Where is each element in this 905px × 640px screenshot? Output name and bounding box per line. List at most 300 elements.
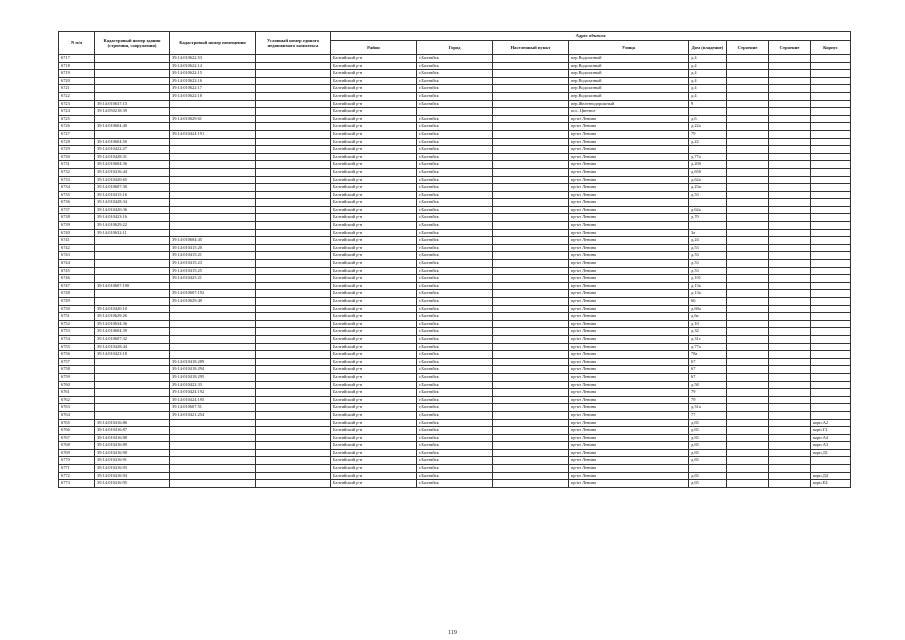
cell-korpus — [811, 138, 851, 146]
cell-district: Балтийский р-н — [331, 328, 417, 336]
cell-n: 6743 — [59, 252, 95, 260]
cell-structure — [769, 449, 811, 457]
cell-cad-room: 39:14:010622:14 — [170, 62, 256, 70]
cell-settlement — [493, 176, 569, 184]
cell-city: г.Балтийск — [417, 411, 493, 419]
cell-building — [727, 146, 769, 154]
cell-city: г.Балтийск — [417, 206, 493, 214]
cell-house: д.77а — [689, 343, 727, 351]
cell-cond-number — [256, 191, 331, 199]
cell-street: пр-кт Ленина — [569, 282, 689, 290]
cell-house: 79 — [689, 396, 727, 404]
cell-city: г.Балтийск — [417, 449, 493, 457]
cell-street: пр-кт Ленина — [569, 290, 689, 298]
cell-district: Балтийский р-н — [331, 465, 417, 473]
cell-settlement — [493, 434, 569, 442]
cell-n: 6764 — [59, 411, 95, 419]
cell-korpus — [811, 62, 851, 70]
cell-cond-number — [256, 229, 331, 237]
cell-building — [727, 449, 769, 457]
cell-city: г.Балтийск — [417, 184, 493, 192]
cell-district: Балтийский р-н — [331, 404, 417, 412]
cell-cad-building: 39:14:010607:190 — [95, 282, 170, 290]
cell-city: г.Балтийск — [417, 396, 493, 404]
cell-building — [727, 62, 769, 70]
cell-house: д.65б — [689, 168, 727, 176]
cell-street: пр-кт Ленина — [569, 115, 689, 123]
cell-house: д.10 — [689, 320, 727, 328]
cell-cad-building — [95, 55, 170, 63]
cell-cond-number — [256, 100, 331, 108]
cell-cad-building: 39:14:010604:40 — [95, 123, 170, 131]
cell-n: 6767 — [59, 434, 95, 442]
header-house: Дом (владение) — [689, 41, 727, 55]
table-row — [59, 434, 851, 442]
cell-n: 6718 — [59, 62, 95, 70]
cell-district: Балтийский р-н — [331, 199, 417, 207]
cell-structure — [769, 366, 811, 374]
cell-structure — [769, 290, 811, 298]
cell-building — [727, 373, 769, 381]
cell-cad-room: 39:14:010415:25 — [170, 267, 256, 275]
cell-settlement — [493, 411, 569, 419]
cell-structure — [769, 396, 811, 404]
cell-structure — [769, 465, 811, 473]
cell-settlement — [493, 480, 569, 488]
cell-structure — [769, 153, 811, 161]
cell-district: Балтийский р-н — [331, 305, 417, 313]
cell-building — [727, 480, 769, 488]
header-settlement: Населенный пункт — [493, 41, 569, 55]
cell-cad-room — [170, 161, 256, 169]
table-row — [59, 176, 851, 184]
cell-cad-building: 39:14:010423:18 — [95, 351, 170, 359]
cell-building — [727, 328, 769, 336]
cell-korpus — [811, 153, 851, 161]
cell-district: Балтийский р-н — [331, 100, 417, 108]
cell-building — [727, 366, 769, 374]
cell-cad-room — [170, 214, 256, 222]
cell-settlement — [493, 229, 569, 237]
cell-n: 6736 — [59, 199, 95, 207]
table-row — [59, 206, 851, 214]
cell-cad-room: 39:14:010415:23 — [170, 260, 256, 268]
cell-korpus — [811, 191, 851, 199]
table-row — [59, 108, 851, 116]
cell-building — [727, 472, 769, 480]
cell-building — [727, 298, 769, 306]
cell-cad-building — [95, 358, 170, 366]
cell-district: Балтийский р-н — [331, 290, 417, 298]
cell-house: д.32 — [689, 328, 727, 336]
cell-n: 6744 — [59, 260, 95, 268]
cell-n: 6747 — [59, 282, 95, 290]
cell-structure — [769, 92, 811, 100]
cell-city: г.Балтийск — [417, 282, 493, 290]
cell-district: Балтийский р-н — [331, 351, 417, 359]
cell-korpus: корп.Д1 — [811, 449, 851, 457]
cell-korpus — [811, 222, 851, 230]
cell-settlement — [493, 366, 569, 374]
cell-n: 6737 — [59, 206, 95, 214]
cell-cond-number — [256, 161, 331, 169]
cell-cad-building: 39:14:010428:31 — [95, 153, 170, 161]
cell-cad-building — [95, 92, 170, 100]
cell-house — [689, 199, 727, 207]
table-row — [59, 214, 851, 222]
cell-street: пр-кт Ленина — [569, 130, 689, 138]
cell-korpus: корп.А2 — [811, 419, 851, 427]
table-row — [59, 389, 851, 397]
cell-city: г.Балтийск — [417, 55, 493, 63]
cell-korpus — [811, 457, 851, 465]
cell-n: 6738 — [59, 214, 95, 222]
cell-city: г.Балтийск — [417, 275, 493, 283]
cell-cad-room — [170, 229, 256, 237]
cell-structure — [769, 199, 811, 207]
cell-cond-number — [256, 184, 331, 192]
cell-korpus — [811, 206, 851, 214]
cell-building — [727, 305, 769, 313]
table-row — [59, 85, 851, 93]
cell-cond-number — [256, 153, 331, 161]
cell-city: г.Балтийск — [417, 153, 493, 161]
cell-house: д.24 — [689, 237, 727, 245]
cell-korpus — [811, 199, 851, 207]
cell-house: д.6а — [689, 313, 727, 321]
cell-cad-room: 39:14:010622:18 — [170, 92, 256, 100]
cell-structure — [769, 351, 811, 359]
cell-city: г.Балтийск — [417, 419, 493, 427]
cell-building — [727, 138, 769, 146]
table-row — [59, 191, 851, 199]
table-row — [59, 449, 851, 457]
cell-street: пр-кт Ленина — [569, 396, 689, 404]
cell-building — [727, 199, 769, 207]
cell-district: Балтийский р-н — [331, 358, 417, 366]
cell-city: г.Балтийск — [417, 70, 493, 78]
cell-cad-room — [170, 427, 256, 435]
cell-city: г.Балтийск — [417, 404, 493, 412]
cell-cond-number — [256, 305, 331, 313]
cell-cond-number — [256, 313, 331, 321]
cell-cad-building: 39:14:010632:11 — [95, 229, 170, 237]
cell-n: 6757 — [59, 358, 95, 366]
cell-district: Балтийский р-н — [331, 176, 417, 184]
cell-korpus: корп.Е4 — [811, 480, 851, 488]
cell-street: пр-кт Ленина — [569, 252, 689, 260]
cell-house: д.6 — [689, 115, 727, 123]
cell-cond-number — [256, 267, 331, 275]
cell-structure — [769, 457, 811, 465]
cell-cad-building — [95, 70, 170, 78]
cell-n: 6754 — [59, 335, 95, 343]
cell-settlement — [493, 457, 569, 465]
cell-settlement — [493, 100, 569, 108]
table-row — [59, 328, 851, 336]
cell-settlement — [493, 358, 569, 366]
cell-cond-number — [256, 92, 331, 100]
cell-building — [727, 222, 769, 230]
cell-district: Балтийский р-н — [331, 320, 417, 328]
cell-cad-room — [170, 351, 256, 359]
cell-street: пр-кт Ленина — [569, 465, 689, 473]
cell-city: г.Балтийск — [417, 366, 493, 374]
cell-settlement — [493, 70, 569, 78]
cell-street: пр-кт Ленина — [569, 442, 689, 450]
cell-korpus — [811, 161, 851, 169]
cell-house: 3а — [689, 229, 727, 237]
cell-cad-room — [170, 168, 256, 176]
table-row — [59, 290, 851, 298]
cell-settlement — [493, 92, 569, 100]
cell-korpus — [811, 260, 851, 268]
cell-korpus — [811, 381, 851, 389]
cell-house: д.62а — [689, 206, 727, 214]
cell-n: 6745 — [59, 267, 95, 275]
header-n: N п/п — [59, 32, 95, 55]
cell-house: д.65 — [689, 427, 727, 435]
cell-n: 6741 — [59, 237, 95, 245]
cell-cad-room — [170, 320, 256, 328]
cell-n: 6770 — [59, 457, 95, 465]
cell-city: г.Балтийск — [417, 146, 493, 154]
cell-street: пр-кт Ленина — [569, 214, 689, 222]
cell-cond-number — [256, 335, 331, 343]
table-row — [59, 168, 851, 176]
table-row — [59, 70, 851, 78]
cell-city: г.Балтийск — [417, 442, 493, 450]
cell-building — [727, 229, 769, 237]
cell-cond-number — [256, 358, 331, 366]
cell-street: пр-кт Ленина — [569, 244, 689, 252]
cell-house: д.53 — [689, 191, 727, 199]
cell-structure — [769, 313, 811, 321]
table-row — [59, 381, 851, 389]
cell-city: г.Балтийск — [417, 290, 493, 298]
cell-cad-room: 39:14:010607:192 — [170, 290, 256, 298]
cell-cad-room — [170, 100, 256, 108]
cell-street: пр-кт Ленина — [569, 305, 689, 313]
cell-cad-building: 39:14:010428:44 — [95, 343, 170, 351]
cell-korpus — [811, 55, 851, 63]
cell-structure — [769, 419, 811, 427]
cell-korpus — [811, 130, 851, 138]
cell-building — [727, 320, 769, 328]
cell-n: 6773 — [59, 480, 95, 488]
cell-n: 6732 — [59, 168, 95, 176]
cell-cond-number — [256, 457, 331, 465]
table-row — [59, 442, 851, 450]
cell-structure — [769, 442, 811, 450]
cell-n: 6759 — [59, 373, 95, 381]
cell-district: Балтийский р-н — [331, 206, 417, 214]
cell-house: д.4 — [689, 70, 727, 78]
cell-street: пр-кт Ленина — [569, 427, 689, 435]
cell-city: г.Балтийск — [417, 457, 493, 465]
cell-cad-building: 39:14:010416:44 — [95, 168, 170, 176]
cell-settlement — [493, 206, 569, 214]
cell-cond-number — [256, 411, 331, 419]
table-row — [59, 130, 851, 138]
cell-cad-building — [95, 260, 170, 268]
cell-street: пр-кт Ленина — [569, 153, 689, 161]
cell-building — [727, 206, 769, 214]
table-row — [59, 244, 851, 252]
cell-house: д.4 — [689, 55, 727, 63]
cell-cad-room — [170, 176, 256, 184]
cell-cad-room: 39:14:010622:15 — [170, 70, 256, 78]
cell-settlement — [493, 138, 569, 146]
cell-korpus — [811, 115, 851, 123]
cell-cond-number — [256, 290, 331, 298]
cell-structure — [769, 267, 811, 275]
cell-district: Балтийский р-н — [331, 115, 417, 123]
cell-korpus — [811, 328, 851, 336]
cell-district: Балтийский р-н — [331, 343, 417, 351]
cell-street: пр-кт Ленина — [569, 351, 689, 359]
cell-structure — [769, 252, 811, 260]
cell-n: 6720 — [59, 77, 95, 85]
cell-structure — [769, 206, 811, 214]
cell-city: г.Балтийск — [417, 176, 493, 184]
table-body — [59, 55, 851, 488]
cell-building — [727, 282, 769, 290]
cell-cond-number — [256, 138, 331, 146]
table-row — [59, 115, 851, 123]
cell-cad-building: 39:14:010416:86 — [95, 419, 170, 427]
table-row — [59, 427, 851, 435]
cell-structure — [769, 115, 811, 123]
cell-building — [727, 70, 769, 78]
cell-n: 6726 — [59, 123, 95, 131]
cell-cond-number — [256, 130, 331, 138]
cell-building — [727, 358, 769, 366]
cell-korpus — [811, 267, 851, 275]
cell-cond-number — [256, 373, 331, 381]
cell-cad-room — [170, 191, 256, 199]
cell-cad-building: 39:14:010428:34 — [95, 199, 170, 207]
cell-settlement — [493, 123, 569, 131]
cell-korpus — [811, 335, 851, 343]
cell-street: пр-кт Ленина — [569, 267, 689, 275]
cell-building — [727, 85, 769, 93]
cell-cad-room — [170, 123, 256, 131]
cell-district: Балтийский р-н — [331, 419, 417, 427]
cell-n: 6719 — [59, 70, 95, 78]
cell-building — [727, 77, 769, 85]
cell-cad-building: 39:14:010416:87 — [95, 427, 170, 435]
cell-cad-building — [95, 237, 170, 245]
cell-city: г.Балтийск — [417, 115, 493, 123]
table-row — [59, 184, 851, 192]
cell-n: 6725 — [59, 115, 95, 123]
cell-house: д.65 — [689, 449, 727, 457]
cell-settlement — [493, 343, 569, 351]
page-number: 119 — [448, 630, 457, 636]
cell-structure — [769, 260, 811, 268]
cell-cad-room — [170, 282, 256, 290]
cell-cond-number — [256, 298, 331, 306]
cell-cond-number — [256, 343, 331, 351]
cell-district: Балтийский р-н — [331, 55, 417, 63]
cell-district: Балтийский р-н — [331, 434, 417, 442]
table-row — [59, 320, 851, 328]
cell-street: пр-кт Ленина — [569, 123, 689, 131]
cell-korpus — [811, 298, 851, 306]
cell-cad-building: 39:14:010629:22 — [95, 222, 170, 230]
cell-district: Балтийский р-н — [331, 275, 417, 283]
cell-settlement — [493, 130, 569, 138]
cell-cad-building — [95, 267, 170, 275]
cell-korpus — [811, 244, 851, 252]
cell-korpus — [811, 70, 851, 78]
cell-n: 6761 — [59, 389, 95, 397]
cell-district: Балтийский р-н — [331, 161, 417, 169]
table-row — [59, 404, 851, 412]
cell-building — [727, 434, 769, 442]
cell-n: 6717 — [59, 55, 95, 63]
cell-settlement — [493, 389, 569, 397]
cell-building — [727, 191, 769, 199]
cell-district: Балтийский р-н — [331, 123, 417, 131]
cell-cad-room — [170, 472, 256, 480]
cell-cad-building — [95, 77, 170, 85]
cell-cond-number — [256, 320, 331, 328]
cell-building — [727, 130, 769, 138]
cell-cad-room — [170, 146, 256, 154]
cell-cad-room — [170, 108, 256, 116]
cell-street: пер.Водолазный — [569, 70, 689, 78]
cell-korpus — [811, 252, 851, 260]
cell-n: 6721 — [59, 85, 95, 93]
cell-korpus — [811, 305, 851, 313]
cell-building — [727, 404, 769, 412]
cell-city: г.Балтийск — [417, 191, 493, 199]
cell-city: г.Балтийск — [417, 434, 493, 442]
cell-n: 6758 — [59, 366, 95, 374]
cell-korpus — [811, 108, 851, 116]
cell-city: г.Балтийск — [417, 199, 493, 207]
cell-cond-number — [256, 206, 331, 214]
cell-house: д.31г — [689, 335, 727, 343]
cell-district: Балтийский р-н — [331, 168, 417, 176]
cell-korpus — [811, 176, 851, 184]
cell-house: д.62а — [689, 176, 727, 184]
cell-cad-building — [95, 62, 170, 70]
cell-house: д.13а — [689, 282, 727, 290]
cell-n: 6742 — [59, 244, 95, 252]
cell-structure — [769, 244, 811, 252]
cell-street: пер.Водолазный — [569, 77, 689, 85]
cell-district: Балтийский р-н — [331, 313, 417, 321]
cell-cad-building: 39:14:010604:36 — [95, 161, 170, 169]
cell-street: пр-кт Ленина — [569, 358, 689, 366]
cell-korpus — [811, 411, 851, 419]
cell-city: г.Балтийск — [417, 229, 493, 237]
cell-n: 6724 — [59, 108, 95, 116]
header-city: Город — [417, 41, 493, 55]
header-street: Улица — [569, 41, 689, 55]
cell-street: пр-кт Ленина — [569, 472, 689, 480]
cell-building — [727, 419, 769, 427]
cell-cad-room: 39:14:010418:295 — [170, 373, 256, 381]
cell-structure — [769, 389, 811, 397]
cell-n: 6727 — [59, 130, 95, 138]
cell-structure — [769, 480, 811, 488]
cell-cad-building — [95, 85, 170, 93]
cell-street: пр-кт Ленина — [569, 411, 689, 419]
